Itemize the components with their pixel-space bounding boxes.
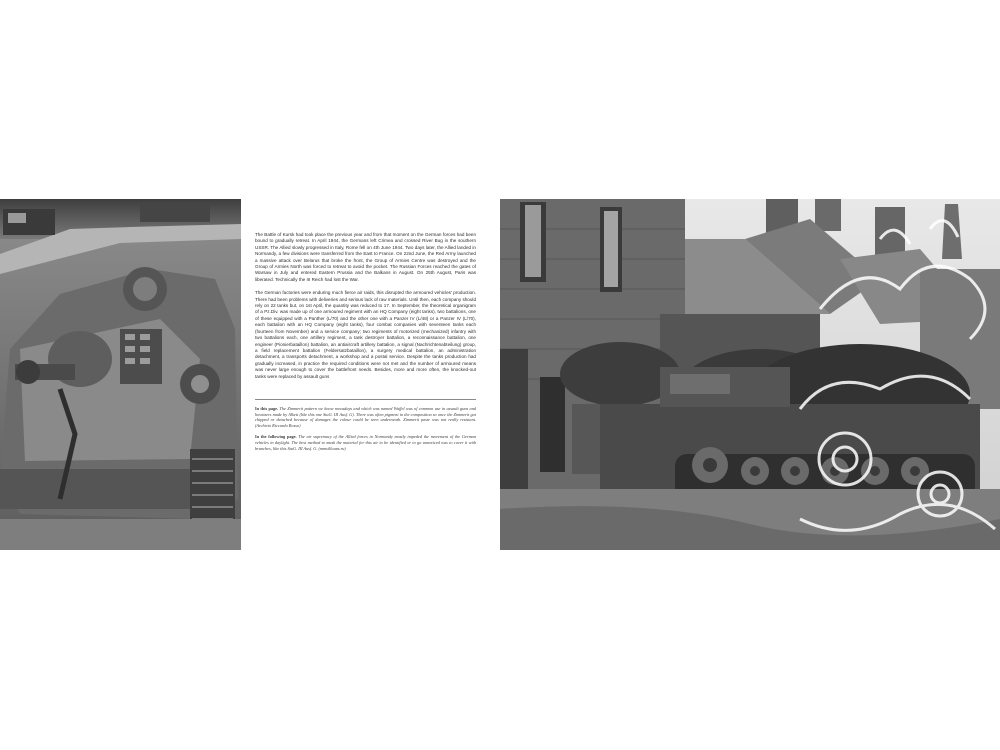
body-paragraph-2: The German factories were enduring much fierce air raids, this disrupted the armoured vehicles' production. There had been problems with deliveries and serious lack of raw materials. Until then, each company should rely on 22 tanks but, on 1st April, the quantity was reduced to 17. In September, the theoretical organigram of a Pz.Div. was made up of one armoured regiment with an HQ Company (eight tanks), two battalions, one of these equipped with a Panther (L/70) and the other one with a Panzer IV (L/48) or a Panzer IV (L/70), each battalion with an HQ Company (eight tanks), four combat companies with seventeen tanks each (fourteen from November) and a service company; two regiments of motorized (mechanized) infantry with two battalions each, one artillery regiment, a tank destroyer battalion, a reconnaissance battalion, one engineer (Pionierbataillon) battalion, an antiaircraft artillery battalion, a signal (Nachrichtenabteilung) group, a field replacement battalion (Feldersatzbataillon), a surgery medical battalion, an administration detachment, a transports detachment, a workshop and a postal service. Despite the tanks production had gradually increased, in practice the required conditions were not met and the number of armoured means was never large enough to cover the battlefront needs. Besides, more and more often, the knocked-out tanks were replaced by assault guns [255,290,476,379]
page-gutter [490,199,500,550]
caption-this-page-label: In this page. [255,405,280,411]
caption-following-page-label: In the following page. [255,434,299,440]
left-page-photo [0,199,241,550]
caption-divider [255,399,476,400]
caption-following-page-text: The air supremacy of the Allied forces in Normandy mostly impeded the movement of the German vehicles in daylight. The best method to mask the material for this air to be identified or to go unnoticed was to cover it with branches, like this StuG. III Ausf. G. (mmsillouns.ru) [255,434,476,451]
body-paragraph-1: The Battle of Kursk had took place the previous year and from that moment on the German forces had been bound to gradually retreat. In April 1944, the Germans left Crimea and crossed River Bug in the southern USSR. The Allied slowly progressed in Italy, Rome fell on 4th June 1944. Two days later, the Allied landed in Normandy, a few divisions were transferred from the East to France. On 22nd June, the Red Army launched a massive attack over Belarus that broke the front, the Group of Armies Centre was destroyed and the Group of Armies North was forced to retreat to avoid the pocket. The Russian Forces reached the gates of Warsaw in July and entered Eastern Prussia and the Balkans in August. On 25th August, Paris was liberated. Technically the III Reich had lost the War. [255,232,476,282]
right-page-photo [500,199,1000,550]
caption-this-page [255,406,476,428]
article-text-column [255,232,476,544]
caption-this-page-text: The Zimmerit pattern we know nowadays and which was named Waffel was of common use in assault guns and howitzers made by Alkett (like this one StuG. III Ausf. G). There was often pigment in the composition so once the Zimmerit got chipped or detached because of damages the colour could be seen underneath. Zimmerit paste was not really resistant. (Archivio Riccardo Rosso) [255,405,476,428]
caption-following-page [255,434,476,451]
right-photo-drawing [500,199,1000,550]
left-photo-drawing [0,199,241,550]
book-spread [0,199,1000,551]
